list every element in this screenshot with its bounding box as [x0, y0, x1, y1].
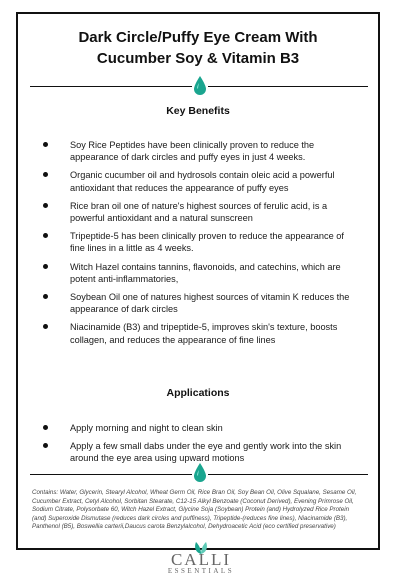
- bullet-dot-icon: [43, 233, 48, 238]
- title-line-1: Dark Circle/Puffy Eye Cream With: [78, 29, 318, 46]
- benefit-item: [70, 291, 360, 315]
- title-line-2: Cucumber Soy & Vitamin B3: [96, 50, 300, 67]
- benefit-item: [70, 321, 360, 345]
- divider-right-bottom: [208, 474, 368, 475]
- application-item: [70, 422, 360, 434]
- divider-right-top: [208, 86, 368, 87]
- application-item: [70, 440, 360, 464]
- benefit-text: Witch Hazel contains tannins, flavonoids, and catechins, which are potent anti-inflammatories,: [70, 261, 341, 284]
- brand-name: CALLI: [170, 550, 232, 569]
- benefit-text: Rice bran oil one of nature's highest sources of ferulic acid, is a powerful antioxidant and a natural sunscreen: [70, 200, 328, 224]
- benefit-item: [70, 169, 360, 193]
- bullet-dot-icon: [43, 294, 48, 299]
- benefit-text: Soy Rice Peptides have been clinically proven to reduce the appearance of dark circles and puffy eyes in just 4 weeks.: [70, 140, 315, 163]
- benefit-text: Niacinamide (B3) and tripeptide-5, improves skin's texture, boosts collagen, and reduces the appearance of fine lines: [70, 322, 338, 345]
- bullet-dot-icon: [43, 172, 48, 177]
- water-drop-icon: [193, 76, 207, 96]
- applications-list: [70, 422, 360, 471]
- applications-heading: Applications: [166, 387, 230, 399]
- benefit-item: [70, 200, 360, 224]
- bullet-dot-icon: [43, 324, 48, 329]
- benefit-text: Tripeptide-5 has been clinically proven to reduce the appearance of fine lines in a little as 4 weeks.: [70, 231, 344, 254]
- key-benefits-heading: Key Benefits: [166, 105, 230, 117]
- ingredients-text: Contains: Water, Glycerin, Stearyl Alcohol, Wheat Germ Oil, Rice Bran Oil, Soy Bean Oil, Olive Squalane, Sesame Oil, Cucumber Extract, Cetyl Alcohol, Sorbitan Stearate, C12-15 Alkyl Benzoate (Coconut Derived), Evening Primrose Oil, Sodium Citrate, Polysorbate 60, Witch Hazel Extract, Glycine Soja (Soybean) Protein (and) Hydrolyzed Rice Protein (and) Superoxide Dismutase (reduces dark circles and puffiness), Tripeptide-(reduces fine lines), Niacinamide (B3), Panthenol (B5), Boswellia carterii,Daucus carota Benzylalcohol, Dehydroacetic Acid (eco certified preservative): [32, 489, 357, 531]
- divider-left-top: [30, 86, 192, 87]
- divider-left-bottom: [30, 474, 192, 475]
- benefit-item: [70, 139, 360, 163]
- brand-tagline: ESSENTIALS: [167, 567, 235, 575]
- application-text: Apply a few small dabs under the eye and gently work into the skin around the eye area using upward motions: [70, 441, 342, 464]
- water-drop-icon: [193, 463, 207, 483]
- bullet-dot-icon: [43, 425, 48, 430]
- benefit-item: [70, 261, 360, 285]
- bullet-dot-icon: [43, 264, 48, 269]
- key-benefits-list: [70, 139, 360, 352]
- bullet-dot-icon: [43, 142, 48, 147]
- product-sheet: [16, 12, 380, 550]
- benefit-text: Organic cucumber oil and hydrosols contain oleic acid a powerful antioxidant that reduces the appearance of puffy eyes: [70, 170, 335, 193]
- bullet-dot-icon: [43, 443, 48, 448]
- benefit-item: [70, 230, 360, 254]
- application-text: Apply morning and night to clean skin: [70, 423, 223, 433]
- benefit-text: Soybean Oil one of natures highest sources of vitamin K reduces the appearance of dark circles: [70, 292, 350, 315]
- bullet-dot-icon: [43, 203, 48, 208]
